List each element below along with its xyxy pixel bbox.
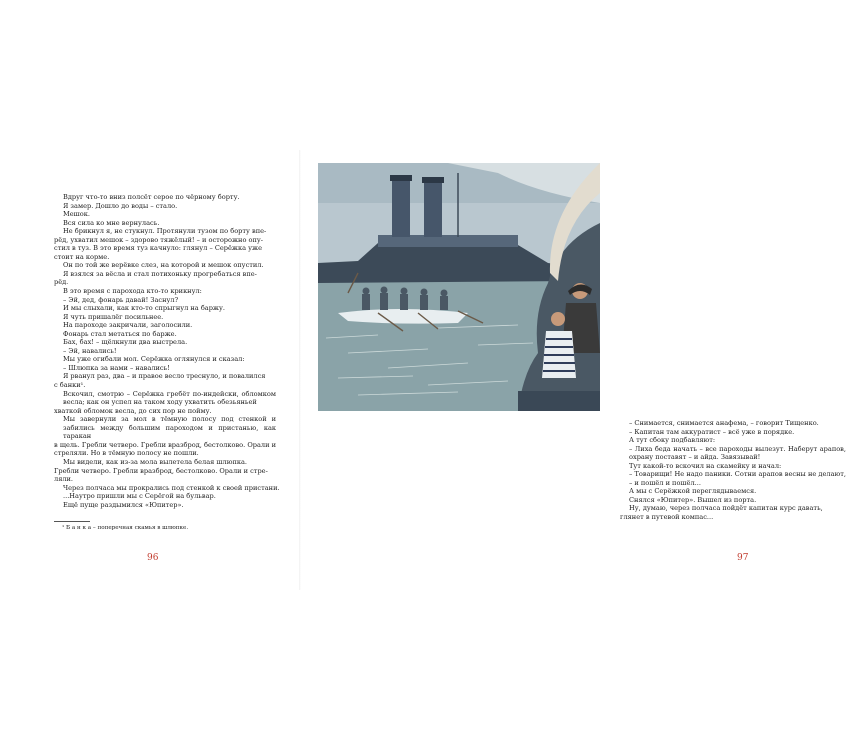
ship-funnel-1: [392, 177, 410, 237]
text-line: Вскочил, смотрю – Серёжка гребёт по-индейски, обломком весла; как он успел на таком ходу ухватить обезьяньей: [63, 389, 276, 407]
text-line: Ну, думаю, через полчаса пойдёт капитан курс давать,: [629, 504, 823, 513]
text-line: И мы слыхали, как кто-то спрыгнул на баржу.: [63, 304, 225, 313]
text-line: – Лиха беда начать – все пароходы вылезут. Наберут арапов, охрану поставят – и айда. Завязывай!: [629, 444, 846, 462]
left-page-text: [54, 193, 280, 509]
white-rowboat: [338, 309, 468, 324]
text-line: Бах, бах! – щёлкнули два выстрела.: [63, 338, 188, 347]
page-number-right: 97: [737, 553, 749, 563]
footnote-divider: [54, 521, 90, 522]
text-line: Он по той же верёвке слез, на которой и мешок опустил.: [63, 261, 264, 270]
text-line: с банки¹.: [54, 381, 86, 390]
text-line: Я рванул раз, два – и правое весло треснуло, и повалился: [63, 372, 266, 381]
text-line: Ещё пуще раздымился «Юпитер».: [63, 500, 184, 509]
text-line: Я замер. Дошло до воды – стало.: [63, 201, 178, 210]
text-line: глянет в путевой компас...: [620, 513, 714, 522]
text-line: – Эй, навались!: [63, 346, 117, 355]
text-line: В это время с парохода кто-то крикнул:: [63, 287, 202, 296]
text-line: Мы уже огибали мол. Серёжка оглянулся и сказал:: [63, 355, 245, 364]
text-line: Я взялся за вёсла и стал потихоньку прогребаться впе-: [63, 269, 257, 278]
text-line: На пароходе закричали, заголосили.: [63, 321, 193, 330]
text-line: в щель. Гребли четверо. Гребли вразброд, бестолково. Орали и стреляли. Но в тёмную полосу не пошли.: [54, 440, 276, 458]
text-line: Тут какой-то вскочил на скамейку и начал:: [629, 461, 782, 470]
text-line: А мы с Серёжкой переглядываемся.: [629, 487, 757, 496]
right-page-text: [620, 419, 846, 522]
text-line: Снялся «Юпитер». Вышел из порта.: [629, 495, 757, 504]
text-line: Через полчаса мы прокрались под стенкой к своей пристани.: [63, 483, 280, 492]
footnote: ¹ Б а н к а – поперечная скамья в шлюпке.: [62, 525, 189, 531]
page-number-left: 96: [147, 553, 159, 563]
text-line: ...Наутро пришли мы с Серёгой на бульвар.: [63, 492, 216, 501]
text-line: рёд, ухватил мешок – здорово тяжёлый! – и осторожно опу-: [54, 235, 263, 244]
text-line: А тут сбоку подбавляют:: [629, 436, 716, 445]
ship-funnel-top-2: [422, 177, 444, 183]
text-line: Мешок.: [63, 210, 90, 219]
text-line: Мы видели, как из-за мола вылетела белая шлюпка.: [63, 457, 248, 466]
text-line: Не брикнул я, не стукнул. Протянули тузом по борту впе-: [63, 227, 267, 236]
text-line: хваткой обломок весла, до сих пор не пойму.: [54, 406, 212, 415]
text-line: – Капитан там аккуратист – всё уже в порядке.: [629, 427, 795, 436]
ship-funnel-2: [424, 179, 442, 237]
text-line: стоит на корме.: [54, 252, 110, 261]
harbor-illustration: [318, 163, 600, 411]
text-line: Мы завернули за мол в тёмную полосу под стенкой и забились между большим пароходом и пристанью, как таракан: [63, 415, 276, 441]
text-line: Фонарь стал метаться по барже.: [63, 329, 177, 338]
text-line: – Шлюпка за нами – навались!: [63, 363, 170, 372]
left-page: [0, 0, 300, 750]
text-line: – Эй, дед, фонарь давай! Заснул?: [63, 295, 179, 304]
text-line: Вся сила ко мне вернулась.: [63, 218, 160, 227]
ship-funnel-top-1: [390, 175, 412, 181]
text-line: – Снимается, снимается анафема, – говорит Тищенко.: [629, 419, 819, 427]
text-line: стил в туз. В это время туз качнуло: глянул – Серёжка уже: [54, 244, 262, 253]
text-line: Я чуть пришалёг посильнее.: [63, 312, 164, 321]
text-line: Гребли четверо. Гребли вразброд, бестолково. Орали и стре-: [54, 466, 268, 475]
text-line: ляли.: [54, 475, 74, 484]
text-line: рёд.: [54, 278, 69, 287]
text-line: Вдруг что-то вниз полсёт серое по чёрному борту.: [63, 193, 240, 201]
sailor-head: [551, 312, 565, 326]
text-line: – Товарищи! Не надо паники. Сотни арапов весны не делают, – и пошёл и пошёл...: [629, 470, 846, 487]
railing: [518, 391, 600, 411]
